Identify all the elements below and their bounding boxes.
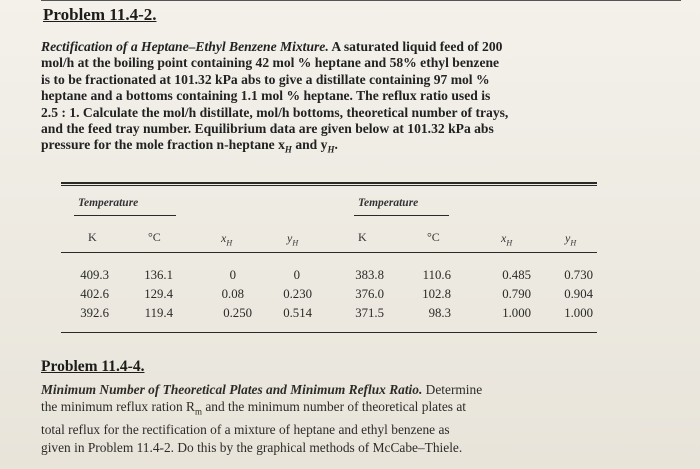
- header-c-left: °C: [148, 230, 161, 244]
- header-y-right: $y_H$: [565, 231, 577, 248]
- problem-1-title: Problem 11.4-2.: [43, 5, 157, 24]
- temp-right-underline: [354, 215, 449, 216]
- problem-2-line-2-tail: and the minimum number of theoretical plates at: [201, 399, 466, 415]
- table-cell: 119.4: [144, 306, 173, 320]
- table-cell: 0.08: [221, 287, 244, 301]
- problem-1-line-7: pressure for the mole fraction n-heptane x: [41, 137, 285, 153]
- subscript-m: m: [194, 407, 202, 418]
- problem-1-line-6: and the feed tray number. Equilibrium data are given below at 101.32 kPa abs: [41, 121, 494, 137]
- table-cell: 136.1: [144, 268, 173, 282]
- table-cell: 98.3: [428, 306, 451, 320]
- problem-2-line-2: the minimum reflux ration R: [41, 399, 195, 415]
- table-cell: 409.3: [80, 268, 109, 282]
- table-cell: 0: [229, 268, 236, 282]
- header-k-left: K: [88, 230, 97, 244]
- table-cell: 402.6: [80, 287, 109, 301]
- table-cell: 0.250: [223, 306, 252, 320]
- header-k-right: K: [358, 230, 367, 244]
- table-cell: 0: [293, 268, 300, 282]
- table-cell: 0.514: [283, 306, 312, 320]
- table-cell: 0.904: [564, 287, 593, 301]
- header-y-left: $y_H$: [287, 231, 299, 248]
- problem-1-line-3: is to be fractionated at 101.32 kPa abs to give a distillate containing 97 mol %: [41, 71, 490, 87]
- table-cell: 392.6: [80, 306, 109, 320]
- table-cell: 0.485: [502, 268, 531, 282]
- table-cell: 0.790: [502, 287, 531, 301]
- table-header-rule: [61, 252, 597, 253]
- table-cell: 371.5: [355, 306, 384, 320]
- table-cell: 110.6: [422, 268, 451, 282]
- problem-1-statement: [41, 39, 661, 159]
- table-cell: 376.0: [355, 287, 384, 301]
- table-cell: 1.000: [502, 306, 531, 320]
- problem-1-line-2: mol/h at the boiling point containing 42 mol % heptane and 58% ethyl benzene: [41, 55, 500, 71]
- top-border: [41, 0, 681, 1]
- temperature-label-left: Temperature: [78, 197, 139, 209]
- problem-1-line-7c: .: [334, 137, 338, 153]
- table-cell: 0.730: [564, 268, 593, 282]
- problem-1-line-7b: and y: [291, 137, 328, 153]
- problem-2-heading: Minimum Number of Theoretical Plates and Minimum Reflux Ratio.: [41, 382, 423, 397]
- table-bottom-rule: [61, 332, 597, 333]
- problem-2-statement: [41, 381, 663, 456]
- temp-left-underline: [74, 215, 176, 216]
- table-cell: 0.230: [283, 287, 312, 301]
- table-cell: 1.000: [564, 306, 593, 320]
- table-top-rule-thin: [61, 185, 597, 186]
- problem-2-title: Problem 11.4-4.: [41, 358, 145, 375]
- problem-1-line-1: A saturated liquid feed of 200: [328, 39, 503, 54]
- table-cell: 383.8: [355, 268, 384, 282]
- temperature-label-right: Temperature: [358, 197, 419, 209]
- header-x-right: $x_H$: [501, 231, 513, 248]
- table-cell: 102.8: [422, 287, 451, 301]
- problem-1-line-4: heptane and a bottoms containing 1.1 mol % heptane. The reflux ratio used is: [41, 88, 491, 104]
- subscript-h-x: H: [284, 145, 292, 156]
- problem-2-line-3: total reflux for the rectification of a mixture of heptane and ethyl benzene as: [41, 422, 450, 438]
- subscript-h-y: H: [327, 145, 335, 156]
- header-x-left: $x_H$: [221, 231, 233, 248]
- problem-2-line-4: given in Problem 11.4-2. Do this by the graphical methods of McCabe–Thiele.: [41, 439, 463, 455]
- header-c-right: °C: [427, 230, 440, 244]
- table-cell: 129.4: [144, 287, 173, 301]
- problem-1-heading: Rectification of a Heptane–Ethyl Benzene Mixture.: [41, 39, 329, 54]
- problem-1-line-5: 2.5 : 1. Calculate the mol/h distillate, mol/h bottoms, theoretical number of trays,: [41, 104, 509, 120]
- table-top-rule: [61, 182, 597, 184]
- problem-2-line-1-tail: Determine: [422, 382, 483, 397]
